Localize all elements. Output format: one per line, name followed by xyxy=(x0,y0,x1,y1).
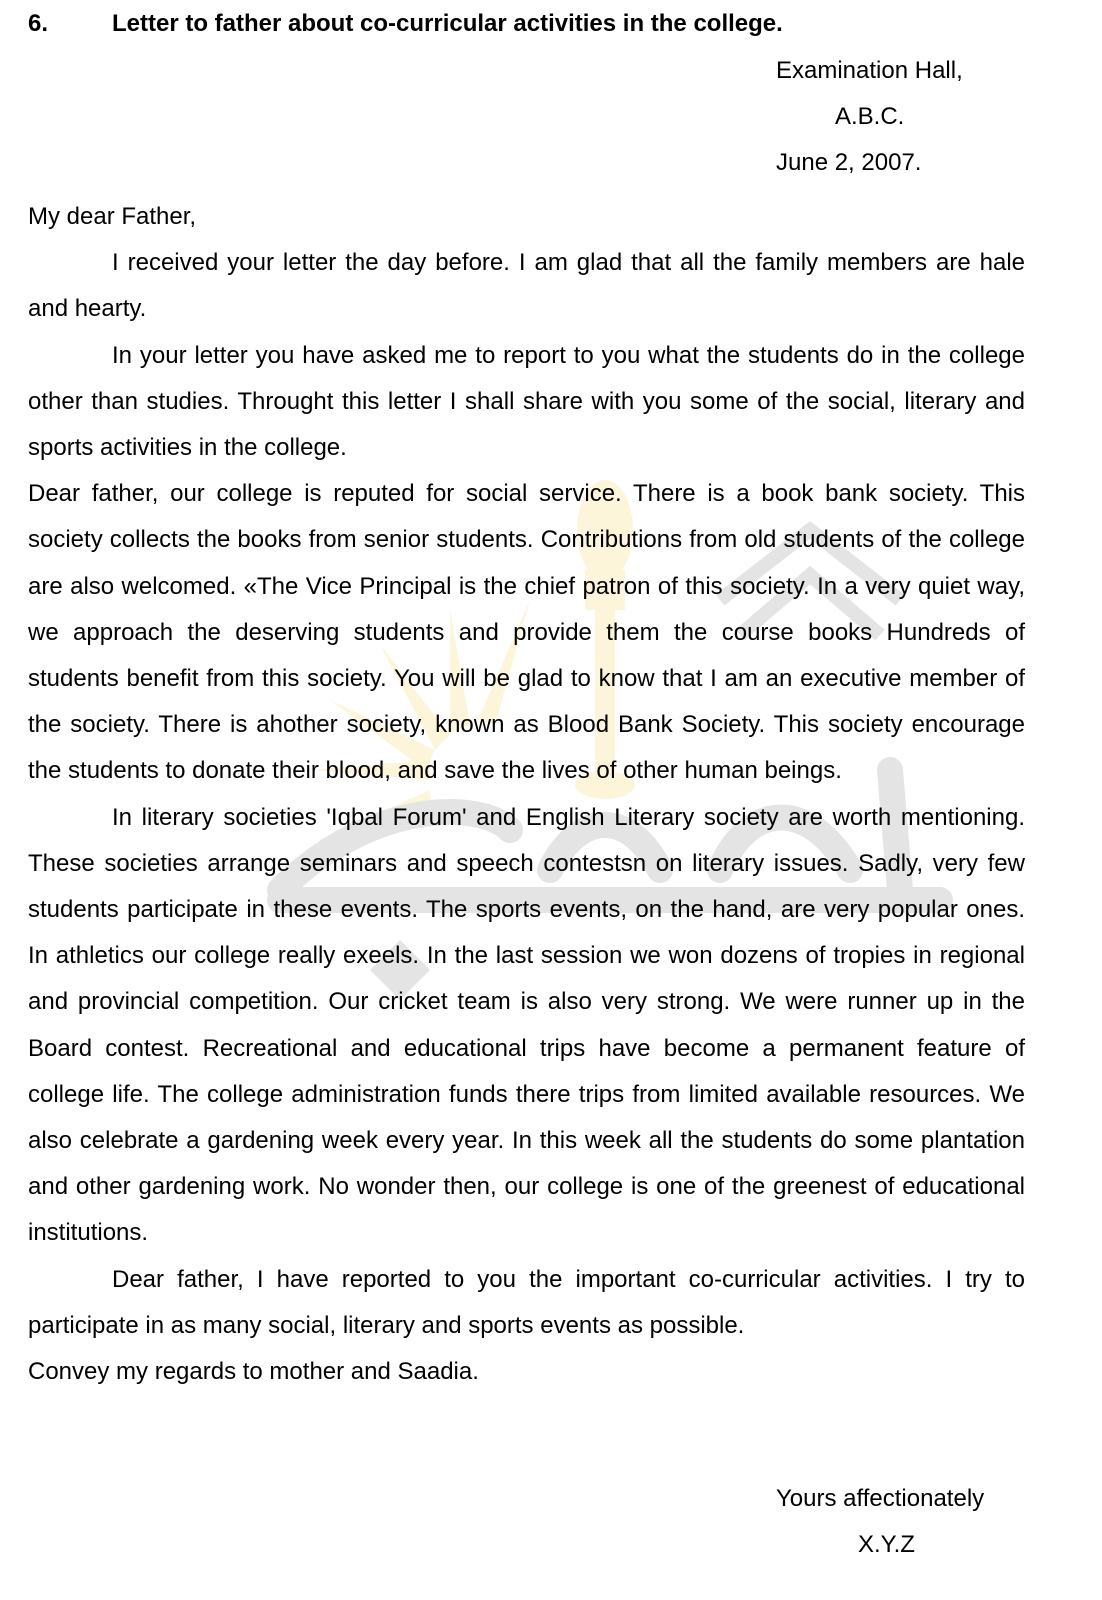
valediction: Yours affectionately xyxy=(776,1485,985,1512)
question-number: 6. xyxy=(28,10,49,37)
letter-date: June 2, 2007. xyxy=(776,149,922,176)
signature: X.Y.Z xyxy=(858,1531,915,1558)
letter-title: Letter to father about co-curricular activities in the college. xyxy=(112,10,783,37)
salutation: My dear Father, xyxy=(28,203,197,230)
paragraph-2: In your letter you have asked me to report to you what the students do in the college other than studies. Throught this letter I shall share with you some of the social, literary and sports activities in the college. xyxy=(28,341,1025,462)
paragraph-4: In literary societies 'Iqbal Forum' and English Literary society are worth mentioning. These societies arrange seminars and speech contestsn on literary issues. Sadly, very few students participate in these events. The sports events, on the hand, are very popular ones. In athletics our college really exeels. In the last session we won dozens of tropies in regional and provincial competition. Our cricket team is also very strong. We were runner up in the Board contest. Recreational and educational trips have become a permanent feature of college life. The college administration funds there trips from limited available resources. We also celebrate a gardening week every year. In this week all the students do some plantation and other gardening work. No wonder then, our college is one of the greenest of educational institutions. xyxy=(28,803,1025,1247)
paragraph-5: Dear father, I have reported to you the important co-curricular activities. I try to participate in as many social, literary and sports events as possible. xyxy=(28,1265,1025,1339)
letter-body xyxy=(28,194,1025,1395)
paragraph-6: Convey my regards to mother and Saadia. xyxy=(28,1358,479,1386)
address-line-2: A.B.C. xyxy=(835,103,905,130)
address-line-1: Examination Hall, xyxy=(776,57,963,84)
paragraph-1: I received your letter the day before. I am glad that all the family members are hale and hearty. xyxy=(28,249,1025,323)
paragraph-3: Dear father, our college is reputed for social service. There is a book bank society. This society collects the books from senior students. Contributions from old students of the college are also welcomed. «The Vice Principal is the chief patron of this society. In a very quiet way, we approach the deserving students and provide them the course books Hundreds of students benefit from this society. You will be glad to know that I am an executive member of the society. There is ahother society, known as Blood Bank Society. This society encourage the students to donate their blood, and save the lives of other human beings. xyxy=(28,480,1025,785)
